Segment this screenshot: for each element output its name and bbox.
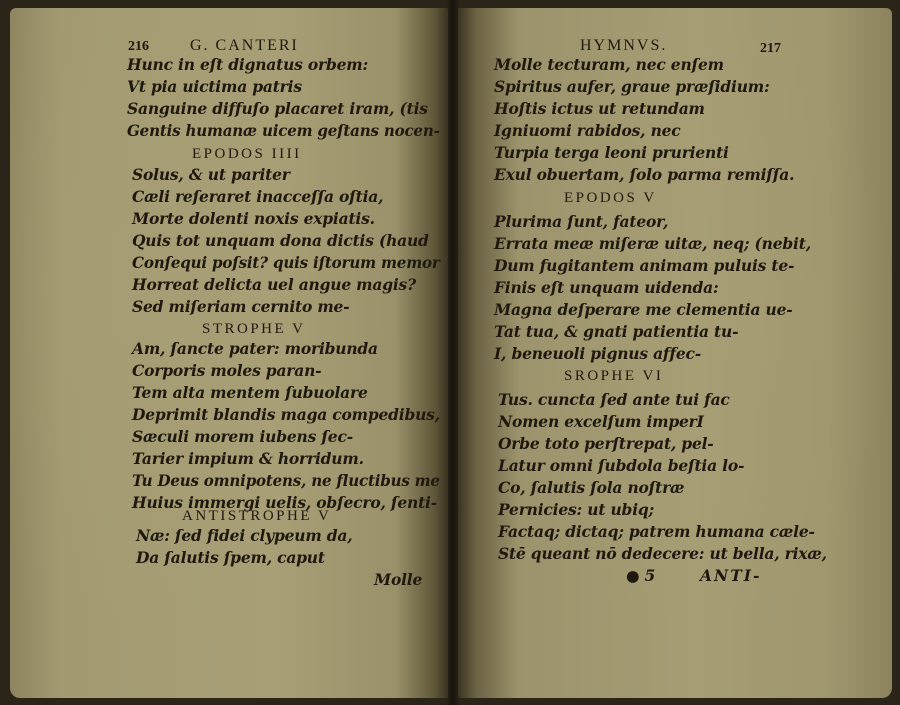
verse-line: Hoſtis ictus ut retundam xyxy=(494,99,705,118)
verse-line: Da ſalutis ſpem, caput xyxy=(136,548,325,567)
verse-line: Corporis moles paran- xyxy=(132,361,322,380)
verse-line: Latur omni ſubdola beſtia lo- xyxy=(498,456,745,475)
left-page xyxy=(10,8,448,698)
verse-line: Deprimit blandis maga compedibus, xyxy=(132,405,440,424)
running-head-right: HYMNVS. xyxy=(580,37,668,54)
verse-line: Tarier impium & horridum. xyxy=(132,449,364,468)
verse-line: Tat tua, & gnati patientia tu- xyxy=(494,322,739,341)
verse-line: Co, ſalutis ſola noſtræ xyxy=(498,478,685,497)
verse-line: Turpia terga leoni prurienti xyxy=(494,143,729,162)
strophe-heading-left: STROPHE V xyxy=(202,321,306,337)
verse-line: Conſequi poſsit? quis iſtorum memor xyxy=(132,253,440,272)
verse-line: Huius immergi uelis, obſecro, ſenti- xyxy=(132,493,437,512)
catchword-left: Molle xyxy=(374,570,423,589)
verse-line: Cæli reſeraret inacceſſa oſtia, xyxy=(132,187,384,206)
verse-line: Magna deſperare me clementia ue- xyxy=(494,300,793,319)
verse-line: Spiritus aufer, graue præſidium: xyxy=(494,77,770,96)
epodos-heading-right: EPODOS V xyxy=(564,190,657,206)
verse-line: Am, ſancte pater: moribunda xyxy=(132,339,378,358)
verse-line: Exul obuertam, ſolo parma remiſſa. xyxy=(494,165,795,184)
verse-line: Factaq; dictaq; patrem humana cæle- xyxy=(498,522,815,541)
epodos-heading-left: EPODOS IIII xyxy=(192,146,302,162)
verse-line: Molle tecturam, nec enſem xyxy=(494,55,724,74)
verse-line: Tu Deus omnipotens, ne fluctibus me xyxy=(132,471,440,490)
running-head-left: G. CANTERI xyxy=(190,37,299,54)
verse-line: Stē queant nō dedecere: ut bella, rixæ, xyxy=(498,544,827,563)
verse-line: Hunc in eſt dignatus orbem: xyxy=(127,55,369,74)
verse-line: Dum fugitantem animam puluis te- xyxy=(494,256,795,275)
verse-line: Sed miſeriam cernito me- xyxy=(132,297,350,316)
verse-line: Quis tot unquam dona dictis (haud xyxy=(132,231,429,250)
verse-line: Igniuomi rabidos, nec xyxy=(494,121,681,140)
right-page xyxy=(458,8,892,698)
verse-line: Pernicies: ut ubiq; xyxy=(498,500,655,519)
verse-line: Sæculi morem iubens ſec- xyxy=(132,427,353,446)
page-number-left: 216 xyxy=(128,39,149,54)
verse-line: Næ: ſed fidei clypeum da, xyxy=(136,526,353,545)
verse-line: Tem alta mentem ſubuolare xyxy=(132,383,368,402)
verse-line: Solus, & ut pariter xyxy=(132,165,290,184)
verse-line: Nomen excelſum imperI xyxy=(498,412,704,431)
antistrophe-heading-left: ANTISTROPHE V xyxy=(182,508,332,524)
verse-line: Morte dolenti noxis expiatis. xyxy=(132,209,375,228)
verse-line: Horreat delicta uel angue magis? xyxy=(132,275,416,294)
verse-line: Gentis humanæ uicem geſtans nocen- xyxy=(127,121,440,140)
verse-line: Tus. cuncta ſed ante tui fac xyxy=(498,390,730,409)
verse-line: Finis eſt unquam uidenda: xyxy=(494,278,719,297)
verse-line: Errata meæ miſeræ uitæ, neq; (nebit, xyxy=(494,234,811,253)
signature-mark: ● 5 xyxy=(626,566,656,585)
page-number-right: 217 xyxy=(760,41,781,56)
verse-line: Vt pia uictima patris xyxy=(127,77,302,96)
verse-line: Plurima ſunt, fateor, xyxy=(494,212,669,231)
verse-line: Sanguine diffuſo placaret iram, (tis xyxy=(127,99,428,118)
verse-line: Orbe toto perſtrepat, pel- xyxy=(498,434,714,453)
strophe-heading-right: SROPHE VI xyxy=(564,368,664,384)
verse-line: I, beneuoli pignus affec- xyxy=(494,344,701,363)
catchword-right: ANTI- xyxy=(700,566,762,585)
